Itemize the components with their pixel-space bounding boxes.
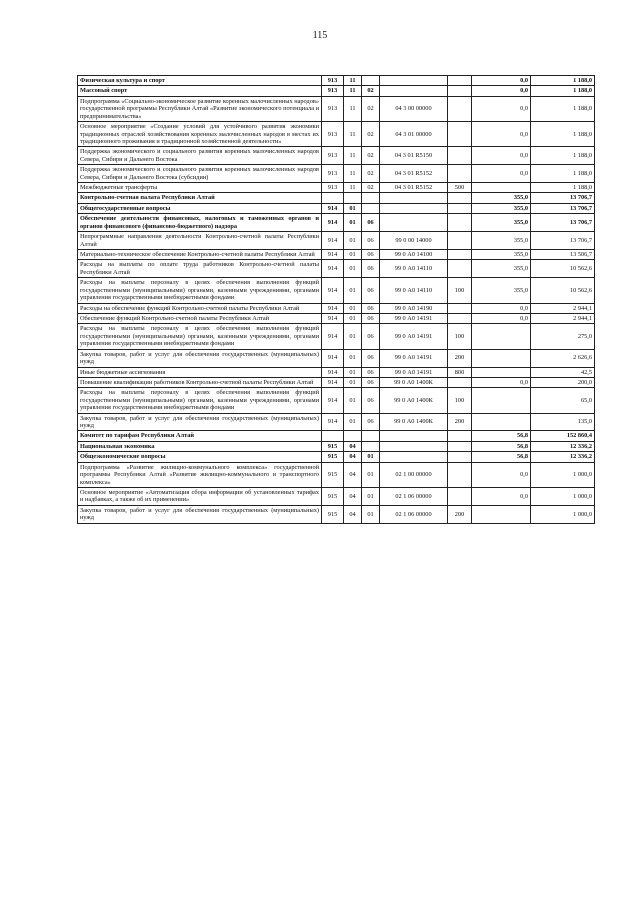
row-grbs-code: 914: [322, 377, 344, 387]
row-grbs-code: 915: [322, 441, 344, 451]
row-subsection-code: 02: [362, 86, 380, 96]
row-grbs-code: 914: [322, 250, 344, 260]
row-amount-1: [472, 324, 531, 349]
row-name: Закупка товаров, работ и услуг для обеспечения государственных (муниципальных) нужд: [78, 349, 322, 367]
budget-table: [77, 75, 595, 524]
row-subsection-code: [362, 193, 380, 203]
row-amount-1: [472, 388, 531, 413]
table-row: [78, 122, 595, 147]
row-amount-2: 275,0: [531, 324, 595, 349]
row-subsection-code: 02: [362, 96, 380, 121]
row-amount-1: 355,0: [472, 260, 531, 278]
row-section-code: 11: [344, 165, 362, 183]
row-grbs-code: 913: [322, 86, 344, 96]
row-amount-1: 0,0: [472, 462, 531, 487]
table-row: [78, 377, 595, 387]
row-grbs-code: [322, 193, 344, 203]
row-grbs-code: 914: [322, 349, 344, 367]
row-grbs-code: 915: [322, 505, 344, 523]
row-expense-type: [448, 203, 472, 213]
table-row: [78, 452, 595, 462]
row-name: Материально-техническое обеспечение Контрольно-счетной палаты Республики Алтай: [78, 250, 322, 260]
table-row: [78, 431, 595, 441]
table-row: [78, 214, 595, 232]
row-name: Общегосударственные вопросы: [78, 203, 322, 213]
row-amount-1: 355,0: [472, 278, 531, 303]
row-amount-1: [472, 183, 531, 193]
row-target-article: 99 0 А0 1400К: [380, 377, 448, 387]
table-row: [78, 260, 595, 278]
row-expense-type: 100: [448, 278, 472, 303]
row-grbs-code: 914: [322, 214, 344, 232]
row-amount-2: 152 860,4: [531, 431, 595, 441]
row-expense-type: [448, 441, 472, 451]
row-grbs-code: 915: [322, 462, 344, 487]
row-grbs-code: 913: [322, 122, 344, 147]
table-row: [78, 388, 595, 413]
row-amount-2: 13 706,7: [531, 203, 595, 213]
row-section-code: 11: [344, 96, 362, 121]
row-section-code: 01: [344, 250, 362, 260]
row-target-article: [380, 86, 448, 96]
table-row: [78, 193, 595, 203]
row-section-code: [344, 431, 362, 441]
row-subsection-code: 06: [362, 388, 380, 413]
row-target-article: 99 0 А0 14191: [380, 367, 448, 377]
row-grbs-code: 914: [322, 303, 344, 313]
row-subsection-code: 01: [362, 452, 380, 462]
row-expense-type: [448, 96, 472, 121]
row-name: Национальная экономика: [78, 441, 322, 451]
row-section-code: 01: [344, 260, 362, 278]
row-amount-1: 0,0: [472, 96, 531, 121]
row-amount-2: 1 188,0: [531, 76, 595, 86]
row-expense-type: [448, 313, 472, 323]
row-subsection-code: [362, 431, 380, 441]
table-row: [78, 441, 595, 451]
row-name: Расходы на выплаты персоналу в целях обеспечения выполнения функций государственными (муниципальными) органами, казенными учреждениями, органами управления государственными внебюджетными фондами: [78, 278, 322, 303]
table-row: [78, 462, 595, 487]
row-amount-1: 355,0: [472, 193, 531, 203]
row-section-code: 01: [344, 349, 362, 367]
row-expense-type: 100: [448, 324, 472, 349]
row-expense-type: 500: [448, 183, 472, 193]
row-name: Межбюджетные трансферты: [78, 183, 322, 193]
row-expense-type: [448, 193, 472, 203]
row-section-code: 04: [344, 452, 362, 462]
row-name: Подпрограмма «Развитие жилищно-коммунального комплекса» государственной программы Республики Алтай «Развитие жилищно-коммунального и транспортного комплекса»: [78, 462, 322, 487]
row-grbs-code: 915: [322, 452, 344, 462]
table-row: [78, 413, 595, 431]
page-number: 115: [312, 30, 328, 41]
row-grbs-code: 914: [322, 388, 344, 413]
row-expense-type: [448, 232, 472, 250]
row-subsection-code: [362, 441, 380, 451]
row-amount-2: 13 506,7: [531, 250, 595, 260]
row-amount-1: 0,0: [472, 165, 531, 183]
row-section-code: 04: [344, 462, 362, 487]
row-name: Повышение квалификации работников Контрольно-счетной палаты Республики Алтай: [78, 377, 322, 387]
row-amount-2: 13 706,7: [531, 193, 595, 203]
row-name: Общеэкономические вопросы: [78, 452, 322, 462]
row-section-code: 01: [344, 367, 362, 377]
row-amount-2: 13 706,7: [531, 232, 595, 250]
row-grbs-code: 913: [322, 96, 344, 121]
row-amount-1: 355,0: [472, 203, 531, 213]
row-target-article: [380, 441, 448, 451]
row-section-code: 01: [344, 232, 362, 250]
row-subsection-code: 06: [362, 324, 380, 349]
row-name: Массовый спорт: [78, 86, 322, 96]
row-subsection-code: 02: [362, 183, 380, 193]
row-amount-2: 1 000,0: [531, 505, 595, 523]
row-subsection-code: 06: [362, 367, 380, 377]
row-name: Подпрограмма «Социально-экономическое развитие коренных малочисленных народов» государственной программы Республики Алтай «Развитие экономического потенциала и предпринимательства»: [78, 96, 322, 121]
row-subsection-code: 01: [362, 487, 380, 505]
row-name: Закупка товаров, работ и услуг для обеспечения государственных (муниципальных) нужд: [78, 505, 322, 523]
row-grbs-code: 914: [322, 278, 344, 303]
row-amount-1: 355,0: [472, 250, 531, 260]
row-expense-type: [448, 487, 472, 505]
row-grbs-code: 914: [322, 260, 344, 278]
row-subsection-code: [362, 76, 380, 86]
row-section-code: 11: [344, 86, 362, 96]
row-expense-type: 100: [448, 388, 472, 413]
row-subsection-code: 06: [362, 303, 380, 313]
row-target-article: 04 3 01 R5150: [380, 147, 448, 165]
row-grbs-code: 914: [322, 313, 344, 323]
row-amount-1: 0,0: [472, 86, 531, 96]
row-section-code: 01: [344, 214, 362, 232]
table-row: [78, 487, 595, 505]
row-amount-2: 1 000,0: [531, 487, 595, 505]
row-name: Физическая культура и спорт: [78, 76, 322, 86]
row-target-article: 99 0 А0 14190: [380, 303, 448, 313]
row-target-article: 99 0 А0 14100: [380, 250, 448, 260]
row-amount-2: 12 336,2: [531, 452, 595, 462]
row-name: Обеспечение деятельности финансовых, налоговых и таможенных органов и органов финансового (финансово-бюджетного) надзора: [78, 214, 322, 232]
row-section-code: 01: [344, 324, 362, 349]
row-expense-type: [448, 250, 472, 260]
row-section-code: 11: [344, 122, 362, 147]
row-section-code: 01: [344, 313, 362, 323]
row-name: Основное мероприятие «Автоматизация сбора информации об установленных тарифах и надбавках, а также об их применении»: [78, 487, 322, 505]
row-amount-1: 355,0: [472, 232, 531, 250]
row-section-code: 11: [344, 76, 362, 86]
row-amount-2: 1 188,0: [531, 183, 595, 193]
row-amount-2: 2 944,1: [531, 303, 595, 313]
row-amount-1: [472, 505, 531, 523]
row-name: Комитет по тарифам Республики Алтай: [78, 431, 322, 441]
row-amount-2: 1 188,0: [531, 96, 595, 121]
row-name: Расходы на выплаты по оплате труда работников Контрольно-счетной палаты Республики Алтай: [78, 260, 322, 278]
row-expense-type: [448, 214, 472, 232]
row-subsection-code: 06: [362, 349, 380, 367]
row-expense-type: 200: [448, 505, 472, 523]
row-amount-2: 135,0: [531, 413, 595, 431]
row-grbs-code: 914: [322, 413, 344, 431]
row-name: Иные бюджетные ассигнования: [78, 367, 322, 377]
row-amount-1: 56,8: [472, 441, 531, 451]
row-name: Контрольно-счетная палата Республики Алтай: [78, 193, 322, 203]
row-expense-type: [448, 147, 472, 165]
table-row: [78, 313, 595, 323]
row-amount-2: 65,0: [531, 388, 595, 413]
row-section-code: 01: [344, 377, 362, 387]
row-grbs-code: 913: [322, 165, 344, 183]
row-expense-type: [448, 303, 472, 313]
row-target-article: 02 1 06 00000: [380, 505, 448, 523]
row-section-code: [344, 193, 362, 203]
row-target-article: 04 3 01 R5152: [380, 165, 448, 183]
row-amount-1: 0,0: [472, 76, 531, 86]
row-target-article: 99 0 00 14000: [380, 232, 448, 250]
row-amount-2: 1 188,0: [531, 165, 595, 183]
row-grbs-code: 914: [322, 324, 344, 349]
row-amount-1: 355,0: [472, 214, 531, 232]
row-subsection-code: 06: [362, 260, 380, 278]
table-row: [78, 76, 595, 86]
row-target-article: 99 0 А0 14191: [380, 313, 448, 323]
table-row: [78, 324, 595, 349]
row-subsection-code: 02: [362, 165, 380, 183]
row-amount-1: 0,0: [472, 303, 531, 313]
row-name: Поддержка экономического и социального развития коренных малочисленных народов Севера, Сибири и Дальнего Востока (субсидии): [78, 165, 322, 183]
row-target-article: 99 0 А0 1400К: [380, 388, 448, 413]
row-target-article: 99 0 А0 14191: [380, 349, 448, 367]
table-row: [78, 232, 595, 250]
row-target-article: 99 0 А0 14191: [380, 324, 448, 349]
row-section-code: 11: [344, 147, 362, 165]
row-target-article: 04 3 01 00000: [380, 122, 448, 147]
row-subsection-code: 06: [362, 413, 380, 431]
row-section-code: 04: [344, 441, 362, 451]
row-expense-type: [448, 431, 472, 441]
row-amount-2: 10 562,6: [531, 260, 595, 278]
row-amount-2: 1 188,0: [531, 122, 595, 147]
row-subsection-code: 01: [362, 505, 380, 523]
row-name: Расходы на выплаты персоналу в целях обеспечения выполнения функций государственными (муниципальными) органами, казенными учреждениями, органами управления государственными внебюджетными фондами: [78, 324, 322, 349]
row-grbs-code: 915: [322, 487, 344, 505]
row-section-code: 01: [344, 303, 362, 313]
row-section-code: 01: [344, 413, 362, 431]
row-amount-1: 0,0: [472, 313, 531, 323]
row-subsection-code: 06: [362, 313, 380, 323]
row-target-article: [380, 76, 448, 86]
row-amount-2: 2 626,6: [531, 349, 595, 367]
table-row: [78, 147, 595, 165]
row-amount-2: 13 706,7: [531, 214, 595, 232]
row-amount-2: 42,5: [531, 367, 595, 377]
table-row: [78, 183, 595, 193]
row-name: Непрограммные направления деятельности Контрольно-счетной палаты Республики Алтай: [78, 232, 322, 250]
row-section-code: 04: [344, 505, 362, 523]
table-row: [78, 96, 595, 121]
row-target-article: 04 3 01 R5152: [380, 183, 448, 193]
row-amount-2: 12 336,2: [531, 441, 595, 451]
row-amount-2: 2 944,1: [531, 313, 595, 323]
row-expense-type: [448, 165, 472, 183]
row-amount-2: 10 562,6: [531, 278, 595, 303]
row-grbs-code: 914: [322, 367, 344, 377]
row-amount-1: 0,0: [472, 377, 531, 387]
row-subsection-code: 01: [362, 462, 380, 487]
row-expense-type: [448, 377, 472, 387]
row-target-article: 02 1 06 00000: [380, 487, 448, 505]
row-target-article: [380, 452, 448, 462]
row-subsection-code: 06: [362, 214, 380, 232]
row-amount-1: 56,8: [472, 452, 531, 462]
row-grbs-code: 913: [322, 76, 344, 86]
row-expense-type: [448, 462, 472, 487]
row-target-article: 99 0 А0 1400К: [380, 413, 448, 431]
row-target-article: 99 0 А0 14110: [380, 278, 448, 303]
row-grbs-code: 914: [322, 232, 344, 250]
row-amount-1: 56,8: [472, 431, 531, 441]
table-row: [78, 367, 595, 377]
row-target-article: 99 0 А0 14110: [380, 260, 448, 278]
row-expense-type: [448, 86, 472, 96]
row-grbs-code: 914: [322, 203, 344, 213]
table-row: [78, 250, 595, 260]
row-target-article: [380, 431, 448, 441]
row-target-article: [380, 193, 448, 203]
row-subsection-code: 06: [362, 250, 380, 260]
row-subsection-code: 06: [362, 232, 380, 250]
row-amount-1: [472, 413, 531, 431]
table-row: [78, 203, 595, 213]
row-expense-type: [448, 122, 472, 147]
row-expense-type: 200: [448, 413, 472, 431]
row-target-article: [380, 214, 448, 232]
row-amount-1: [472, 349, 531, 367]
row-amount-1: 0,0: [472, 487, 531, 505]
table-row: [78, 278, 595, 303]
row-name: Расходы на выплаты персоналу в целях обеспечения выполнения функций государственными (муниципальными) органами, казенными учреждениями, органами управления государственными внебюджетными фондами: [78, 388, 322, 413]
row-amount-2: 1 188,0: [531, 147, 595, 165]
row-section-code: 11: [344, 183, 362, 193]
row-name: Закупка товаров, работ и услуг для обеспечения государственных (муниципальных) нужд: [78, 413, 322, 431]
row-subsection-code: [362, 203, 380, 213]
row-amount-2: 200,0: [531, 377, 595, 387]
row-section-code: 01: [344, 388, 362, 413]
row-expense-type: 200: [448, 349, 472, 367]
row-grbs-code: 913: [322, 147, 344, 165]
row-expense-type: 800: [448, 367, 472, 377]
row-subsection-code: 02: [362, 122, 380, 147]
row-target-article: [380, 203, 448, 213]
row-grbs-code: [322, 431, 344, 441]
row-amount-2: 1 000,0: [531, 462, 595, 487]
row-subsection-code: 02: [362, 147, 380, 165]
row-section-code: 01: [344, 278, 362, 303]
row-expense-type: [448, 76, 472, 86]
table-row: [78, 86, 595, 96]
row-section-code: 04: [344, 487, 362, 505]
row-subsection-code: 06: [362, 377, 380, 387]
table-row: [78, 303, 595, 313]
row-amount-1: [472, 367, 531, 377]
row-name: Расходы на обеспечение функций Контрольно-счетной палаты Республики Алтай: [78, 303, 322, 313]
row-name: Обеспечение функций Контрольно-счетной палаты Республики Алтай: [78, 313, 322, 323]
row-section-code: 01: [344, 203, 362, 213]
table-row: [78, 349, 595, 367]
row-target-article: 02 1 00 00000: [380, 462, 448, 487]
row-amount-2: 1 188,0: [531, 86, 595, 96]
row-grbs-code: 913: [322, 183, 344, 193]
row-target-article: 04 3 00 00000: [380, 96, 448, 121]
table-body: [78, 76, 595, 524]
row-expense-type: [448, 260, 472, 278]
row-name: Поддержка экономического и социального развития коренных малочисленных народов Севера, Сибири и Дальнего Востока: [78, 147, 322, 165]
row-name: Основное мероприятие «Создание условий для устойчивого развития экономики традиционных отраслей хозяйствования коренных малочисленных народов в местах их традиционного проживания и традиционной хозяйственной деятельности»: [78, 122, 322, 147]
row-subsection-code: 06: [362, 278, 380, 303]
row-amount-1: 0,0: [472, 147, 531, 165]
row-expense-type: [448, 452, 472, 462]
table-row: [78, 505, 595, 523]
table-row: [78, 165, 595, 183]
row-amount-1: 0,0: [472, 122, 531, 147]
